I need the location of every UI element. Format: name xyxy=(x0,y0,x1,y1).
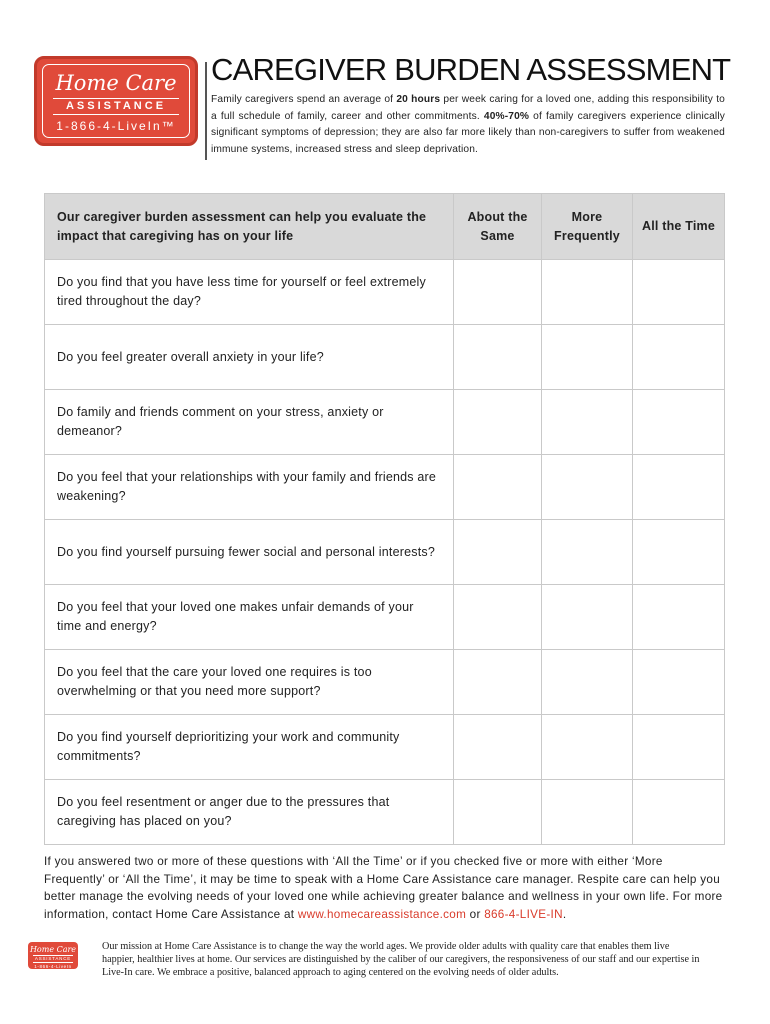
closing-paragraph xyxy=(44,853,726,923)
more-frequently-checkbox[interactable] xyxy=(542,650,632,714)
more-frequently-checkbox[interactable] xyxy=(542,325,632,389)
closing-end: . xyxy=(562,907,567,921)
all-the-time-cell xyxy=(633,390,725,455)
home-care-assistance-logo xyxy=(34,56,198,146)
all-the-time-cell xyxy=(633,260,725,325)
question-text: Do you feel resentment or anger due to the pressures that caregiving has placed on you? xyxy=(45,780,454,845)
more-frequently-cell xyxy=(542,650,633,715)
about-the-same-cell xyxy=(454,585,542,650)
footer-logo-assistance: ASSISTANCE xyxy=(34,956,72,961)
more-frequently-cell xyxy=(542,260,633,325)
page-title: CAREGIVER BURDEN ASSESSMENT xyxy=(211,52,731,87)
header-divider xyxy=(205,62,207,160)
about-the-same-cell xyxy=(454,650,542,715)
more-frequently-checkbox[interactable] xyxy=(542,780,632,844)
mission-statement: Our mission at Home Care Assistance is to change the way the world ages. We provide older adults with quality care that enables them live happier, healthier lives at home. Our services are distinguished by the caliber of our caregivers, the responsiveness of our staff and our expertise in Live-In care. We embrace a positive, balanced approach to aging centered on the evolving needs of older adults. xyxy=(102,941,700,978)
table-row xyxy=(45,780,725,845)
question-text: Do you feel that the care your loved one requires is too overwhelming or that you need more support? xyxy=(45,650,454,715)
footer-logo-script: Home Care xyxy=(29,945,77,954)
phone-link[interactable]: 866-4-LIVE-IN xyxy=(484,907,563,921)
question-text: Do family and friends comment on your stress, anxiety or demeanor? xyxy=(45,390,454,455)
about-the-same-checkbox[interactable] xyxy=(454,260,541,324)
logo-assistance-text: ASSISTANCE xyxy=(53,98,179,115)
all-the-time-cell xyxy=(633,520,725,585)
about-the-same-line1: About the xyxy=(467,209,528,224)
all-the-time-cell xyxy=(633,325,725,390)
all-the-time-checkbox[interactable] xyxy=(633,520,724,584)
all-the-time-checkbox[interactable] xyxy=(633,585,724,649)
all-the-time-header: All the Time xyxy=(633,194,725,260)
table-row xyxy=(45,260,725,325)
about-the-same-cell xyxy=(454,390,542,455)
more-frequently-line2: Frequently xyxy=(554,228,620,243)
more-frequently-checkbox[interactable] xyxy=(542,585,632,649)
more-frequently-cell xyxy=(542,780,633,845)
about-the-same-checkbox[interactable] xyxy=(454,325,541,389)
table-row xyxy=(45,325,725,390)
about-the-same-checkbox[interactable] xyxy=(454,520,541,584)
logo-phone-text: 1-866-4-LiveIn™ xyxy=(56,119,176,133)
about-the-same-checkbox[interactable] xyxy=(454,455,541,519)
more-frequently-checkbox[interactable] xyxy=(542,715,632,779)
table-row xyxy=(45,390,725,455)
intro-text-3: of family caregivers experience clinically significant symptoms of depression; they are also far more likely than non-caregivers to suffer from weakened immune systems, increased stress and sleep deprivation. xyxy=(211,110,725,155)
more-frequently-cell xyxy=(542,585,633,650)
all-the-time-checkbox[interactable] xyxy=(633,390,724,454)
all-the-time-cell xyxy=(633,585,725,650)
intro-text-2: per week caring for a loved one, adding this responsibility to a full schedule of family, career and other commitments. xyxy=(211,94,725,122)
question-text: Do you find yourself pursuing fewer social and personal interests? xyxy=(45,520,454,585)
more-frequently-cell xyxy=(542,520,633,585)
assessment-table xyxy=(44,193,725,845)
table-header-row xyxy=(45,194,725,260)
about-the-same-cell xyxy=(454,715,542,780)
about-the-same-line2: Same xyxy=(480,228,515,243)
footer-logo xyxy=(28,942,78,969)
intro-text-1: Family caregivers spend an average of xyxy=(211,94,397,105)
question-text: Do you feel that your loved one makes unfair demands of your time and energy? xyxy=(45,585,454,650)
about-the-same-cell xyxy=(454,780,542,845)
intro-paragraph xyxy=(211,92,725,158)
footer-logo-phone: 1-866-4-LiveIn xyxy=(34,964,72,969)
more-frequently-checkbox[interactable] xyxy=(542,260,632,324)
table-row xyxy=(45,520,725,585)
all-the-time-checkbox[interactable] xyxy=(633,455,724,519)
more-frequently-cell xyxy=(542,455,633,520)
all-the-time-cell xyxy=(633,455,725,520)
all-the-time-checkbox[interactable] xyxy=(633,650,724,714)
all-the-time-cell xyxy=(633,650,725,715)
question-text: Do you feel greater overall anxiety in your life? xyxy=(45,325,454,390)
closing-or: or xyxy=(466,907,485,921)
all-the-time-checkbox[interactable] xyxy=(633,260,724,324)
all-the-time-cell xyxy=(633,780,725,845)
all-the-time-checkbox[interactable] xyxy=(633,780,724,844)
question-rows xyxy=(45,260,725,845)
all-the-time-checkbox[interactable] xyxy=(633,325,724,389)
about-the-same-checkbox[interactable] xyxy=(454,585,541,649)
intro-hours: 20 hours xyxy=(396,94,441,105)
more-frequently-cell xyxy=(542,715,633,780)
intro-percentage: 40%-70% xyxy=(483,110,530,122)
question-text: Do you find yourself deprioritizing your work and community commitments? xyxy=(45,715,454,780)
about-the-same-header xyxy=(454,194,542,260)
question-text: Do you feel that your relationships with your family and friends are weakening? xyxy=(45,455,454,520)
all-the-time-cell xyxy=(633,715,725,780)
table-row xyxy=(45,585,725,650)
about-the-same-cell xyxy=(454,520,542,585)
about-the-same-checkbox[interactable] xyxy=(454,780,541,844)
about-the-same-cell xyxy=(454,325,542,390)
more-frequently-cell xyxy=(542,325,633,390)
more-frequently-header xyxy=(542,194,633,260)
logo-script-text: Home Care xyxy=(55,71,177,95)
about-the-same-checkbox[interactable] xyxy=(454,390,541,454)
closing-text: If you answered two or more of these questions with ‘All the Time’ or if you checked five or more with either ‘More Frequently’ or ‘All the Time’, it may be time to speak with a Home Care Assistance care manager. Respite care can help you better manage the evolving needs of your loved one while achieving greater balance and wellness in your own life. For more information, contact Home Care Assistance at xyxy=(44,855,723,921)
website-link[interactable]: www.homecareassistance.com xyxy=(297,907,467,921)
all-the-time-checkbox[interactable] xyxy=(633,715,724,779)
about-the-same-checkbox[interactable] xyxy=(454,650,541,714)
about-the-same-cell xyxy=(454,455,542,520)
question-column-header: Our caregiver burden assessment can help you evaluate the impact that caregiving has on your life xyxy=(45,194,454,260)
table-row xyxy=(45,650,725,715)
more-frequently-checkbox[interactable] xyxy=(542,390,632,454)
more-frequently-line1: More xyxy=(571,209,603,224)
more-frequently-checkbox[interactable] xyxy=(542,455,632,519)
question-text: Do you find that you have less time for yourself or feel extremely tired throughout the day? xyxy=(45,260,454,325)
about-the-same-checkbox[interactable] xyxy=(454,715,541,779)
logo-frame xyxy=(42,64,190,138)
about-the-same-cell xyxy=(454,260,542,325)
more-frequently-cell xyxy=(542,390,633,455)
more-frequently-checkbox[interactable] xyxy=(542,520,632,584)
table-row xyxy=(45,455,725,520)
table-row xyxy=(45,715,725,780)
